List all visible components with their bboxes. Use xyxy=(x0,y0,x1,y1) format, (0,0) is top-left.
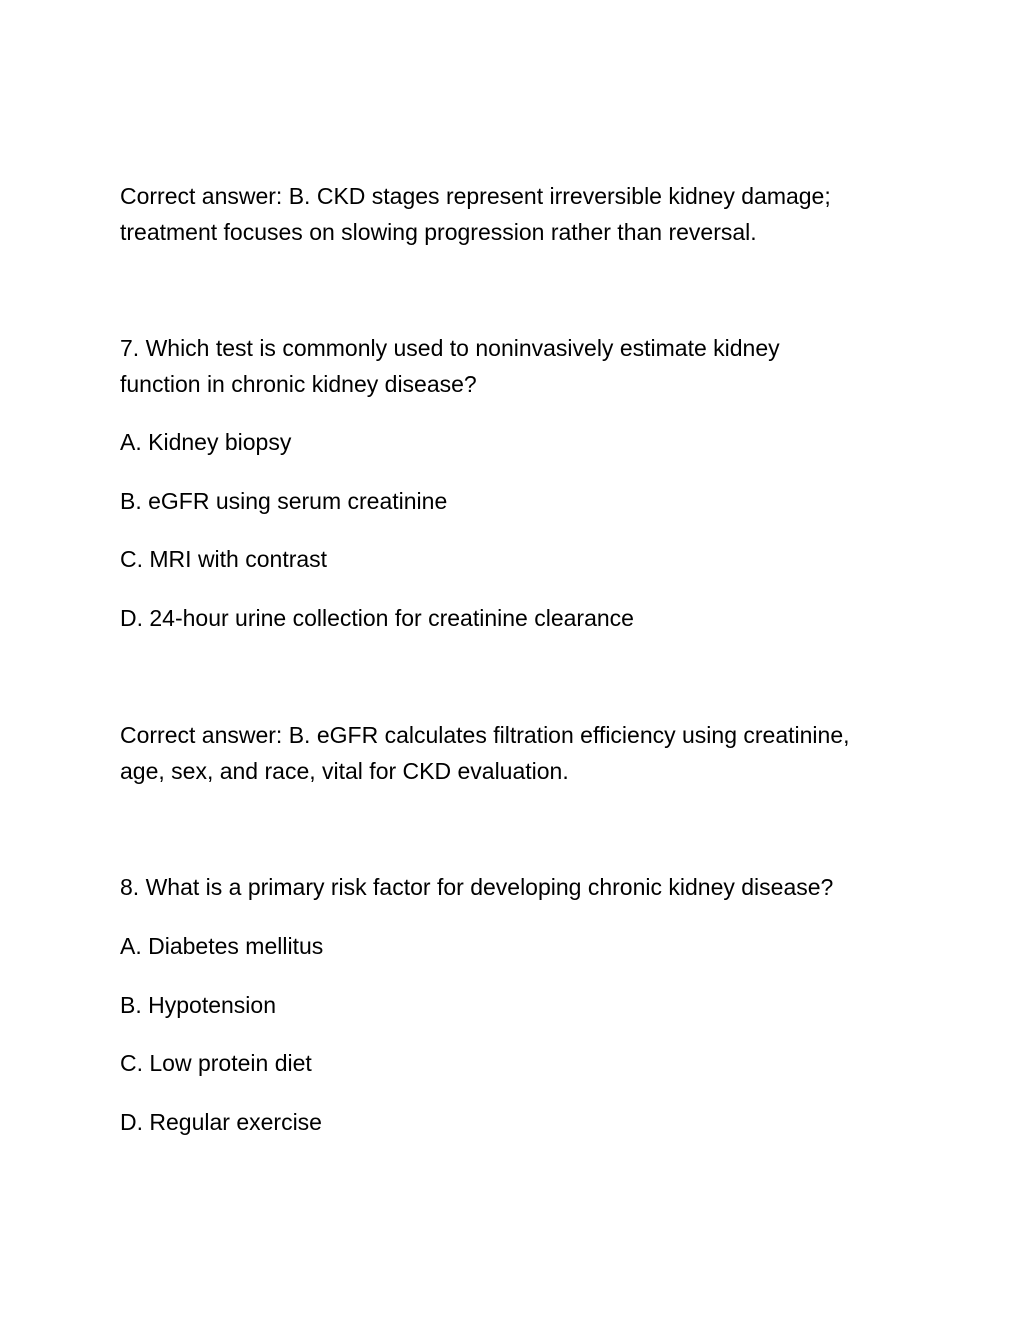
question-8-option-b: B. Hypotension xyxy=(120,992,276,1018)
question-7-option-b: B. eGFR using serum creatinine xyxy=(120,488,448,514)
question-7-stem xyxy=(120,330,920,402)
question-7-option-a: A. Kidney biopsy xyxy=(120,429,292,455)
question-8-stem xyxy=(120,869,920,905)
answer-6-line-1: Correct answer: B. CKD stages represent irreversible kidney damage; xyxy=(120,183,831,209)
answer-7-line-1: Correct answer: B. eGFR calculates filtration efficiency using creatinine, xyxy=(120,722,850,748)
answer-7-explanation xyxy=(120,717,920,789)
question-7-line-1: 7. Which test is commonly used to noninvasively estimate kidney xyxy=(120,335,780,361)
question-8-option-d: D. Regular exercise xyxy=(120,1109,322,1135)
question-8-line-1: 8. What is a primary risk factor for developing chronic kidney disease? xyxy=(120,874,834,900)
answer-7-line-2: age, sex, and race, vital for CKD evaluation. xyxy=(120,758,569,784)
question-8-option-a: A. Diabetes mellitus xyxy=(120,933,324,959)
answer-6-explanation xyxy=(120,178,920,250)
question-7-line-2: function in chronic kidney disease? xyxy=(120,371,477,397)
question-7-option-d: D. 24-hour urine collection for creatinine clearance xyxy=(120,605,634,631)
answer-6-line-2: treatment focuses on slowing progression rather than reversal. xyxy=(120,219,757,245)
question-8-option-c: C. Low protein diet xyxy=(120,1050,312,1076)
question-7-option-c: C. MRI with contrast xyxy=(120,546,328,572)
